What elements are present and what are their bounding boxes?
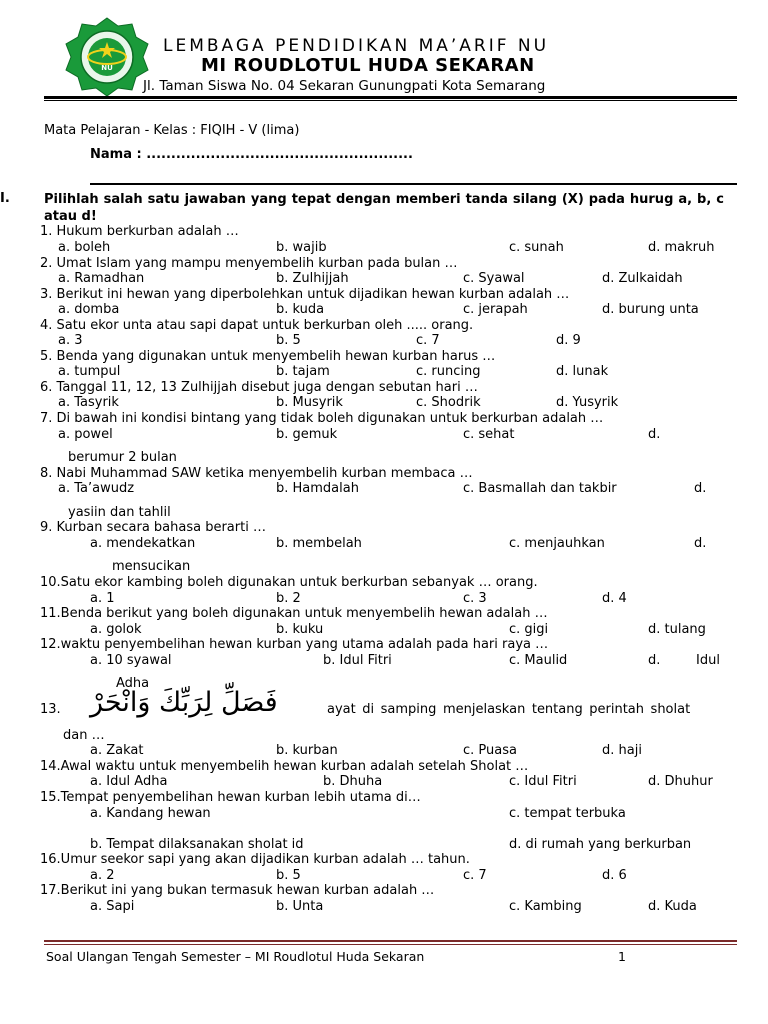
q5-option-c: c. runcing bbox=[416, 364, 481, 379]
question-12: 12.waktu penyembelihan hewan kurban yang utama adalah pada hari raya … bbox=[40, 637, 549, 652]
q15-option-a: a. Kandang hewan bbox=[90, 806, 211, 821]
q10-option-b: b. 2 bbox=[276, 591, 301, 606]
subject-class: Mata Pelajaran - Kelas : FIQIH - V (lima) bbox=[44, 123, 300, 138]
q3-option-b: b. kuda bbox=[276, 302, 325, 317]
question-13: ayat di samping menjelaskan tentang perintah sholat bbox=[327, 702, 691, 717]
q9-option-d: d. bbox=[694, 536, 707, 551]
q11-option-d: d. tulang bbox=[648, 622, 706, 637]
q9-option-b: b. membelah bbox=[276, 536, 362, 551]
q16-option-a: a. 2 bbox=[90, 868, 115, 883]
q16-option-c: c. 7 bbox=[463, 868, 487, 883]
school-name: MI ROUDLOTUL HUDA SEKARAN bbox=[201, 55, 535, 76]
question-7: 7. Di bawah ini kondisi bintang yang tidak boleh digunakan untuk berkurban adalah … bbox=[40, 411, 604, 426]
q5-option-b: b. tajam bbox=[276, 364, 330, 379]
q12-option-d-word: Idul bbox=[696, 653, 720, 668]
question-2: 2. Umat Islam yang mampu menyembelih kurban pada bulan … bbox=[40, 256, 458, 271]
q10-option-d: d. 4 bbox=[602, 591, 627, 606]
q2-option-c: c. Syawal bbox=[463, 271, 525, 286]
info-rule bbox=[90, 183, 737, 185]
question-14: 14.Awal waktu untuk menyembelih hewan kurban adalah setelah Sholat … bbox=[40, 759, 529, 774]
q16-option-d: d. 6 bbox=[602, 868, 627, 883]
q15-option-b: b. Tempat dilaksanakan sholat id bbox=[90, 837, 304, 852]
q17-option-d: d. Kuda bbox=[648, 899, 697, 914]
q13-option-c: c. Puasa bbox=[463, 743, 517, 758]
question-5: 5. Benda yang digunakan untuk menyembelih hewan kurban harus … bbox=[40, 349, 496, 364]
question-3: 3. Berikut ini hewan yang diperbolehkan untuk dijadikan hewan kurban adalah … bbox=[40, 287, 570, 302]
school-address: Jl. Taman Siswa No. 04 Sekaran Gunungpati Kota Semarang bbox=[143, 78, 546, 94]
q11-option-c: c. gigi bbox=[509, 622, 549, 637]
q7-option-d: d. bbox=[648, 427, 661, 442]
q14-option-d: d. Dhuhur bbox=[648, 774, 713, 789]
q1-option-a: a. boleh bbox=[58, 240, 111, 255]
q3-option-d: d. burung unta bbox=[602, 302, 699, 317]
q10-option-a: a. 1 bbox=[90, 591, 115, 606]
q1-option-b: b. wajib bbox=[276, 240, 327, 255]
q15-option-c: c. tempat terbuka bbox=[509, 806, 626, 821]
footer-text: Soal Ulangan Tengah Semester – MI Roudlotul Huda Sekaran bbox=[46, 949, 425, 964]
question-1: 1. Hukum berkurban adalah … bbox=[40, 224, 239, 239]
q9-option-c: c. menjauhkan bbox=[509, 536, 605, 551]
q5-option-d: d. lunak bbox=[556, 364, 609, 379]
q1-option-d: d. makruh bbox=[648, 240, 715, 255]
q16-option-b: b. 5 bbox=[276, 868, 301, 883]
q14-option-b: b. Dhuha bbox=[323, 774, 383, 789]
q12-option-b: b. Idul Fitri bbox=[323, 653, 392, 668]
q2-option-a: a. Ramadhan bbox=[58, 271, 145, 286]
q11-option-b: b. kuku bbox=[276, 622, 324, 637]
q3-option-a: a. domba bbox=[58, 302, 120, 317]
institution-title: LEMBAGA PENDIDIKAN MA’ARIF NU bbox=[163, 36, 550, 56]
q10-option-c: c. 3 bbox=[463, 591, 487, 606]
question-10: 10.Satu ekor kambing boleh digunakan untuk berkurban sebanyak … orang. bbox=[40, 575, 538, 590]
q2-option-b: b. Zulhijjah bbox=[276, 271, 349, 286]
q8-option-d-text: yasiin dan tahlil bbox=[68, 505, 171, 520]
q12-option-a: a. 10 syawal bbox=[90, 653, 172, 668]
page-number: 1 bbox=[618, 949, 626, 964]
q4-option-d: d. 9 bbox=[556, 333, 581, 348]
q15-option-d: d. di rumah yang berkurban bbox=[509, 837, 692, 852]
q9-option-a: a. mendekatkan bbox=[90, 536, 196, 551]
footer-rule-bottom bbox=[44, 944, 737, 945]
q5-option-a: a. tumpul bbox=[58, 364, 121, 379]
question-6: 6. Tanggal 11, 12, 13 Zulhijjah disebut juga dengan sebutan hari … bbox=[40, 380, 478, 395]
q9-option-d-text: mensucikan bbox=[112, 559, 191, 574]
q13-option-b: b. kurban bbox=[276, 743, 338, 758]
q12-option-c: c. Maulid bbox=[509, 653, 568, 668]
q7-option-d-text: berumur 2 bulan bbox=[68, 450, 177, 465]
q8-option-c: c. Basmallah dan takbir bbox=[463, 481, 617, 496]
q1-option-c: c. sunah bbox=[509, 240, 564, 255]
question-16: 16.Umur seekor sapi yang akan dijadikan kurban adalah … tahun. bbox=[40, 852, 470, 867]
q11-option-a: a. golok bbox=[90, 622, 142, 637]
quran-verse-arabic: فَصَلِّ لِرَبِّكَ وَانْحَرْ bbox=[90, 687, 278, 718]
q6-option-c: c. Shodrik bbox=[416, 395, 481, 410]
question-17: 17.Berikut ini yang bukan termasuk hewan kurban adalah … bbox=[40, 883, 435, 898]
q6-option-d: d. Yusyrik bbox=[556, 395, 619, 410]
q3-option-c: c. jerapah bbox=[463, 302, 528, 317]
question-8: 8. Nabi Muhammad SAW ketika menyembelih kurban membaca … bbox=[40, 466, 473, 481]
q7-option-a: a. powel bbox=[58, 427, 113, 442]
q17-option-a: a. Sapi bbox=[90, 899, 135, 914]
q4-option-a: a. 3 bbox=[58, 333, 83, 348]
q7-option-b: b. gemuk bbox=[276, 427, 338, 442]
q6-option-a: a. Tasyrik bbox=[58, 395, 119, 410]
q4-option-c: c. 7 bbox=[416, 333, 440, 348]
q8-option-b: b. Hamdalah bbox=[276, 481, 359, 496]
q12-option-d: d. bbox=[648, 653, 661, 668]
q8-option-d: d. bbox=[694, 481, 707, 496]
question-9: 9. Kurban secara bahasa berarti … bbox=[40, 520, 266, 535]
section-instruction: Pilihlah salah satu jawaban yang tepat dengan memberi tanda silang (X) pada hurug a, b, c atau d! bbox=[44, 192, 724, 224]
q17-option-c: c. Kambing bbox=[509, 899, 582, 914]
section-number: I. bbox=[0, 191, 10, 206]
question-15: 15.Tempat penyembelihan hewan kurban lebih utama di… bbox=[40, 790, 421, 805]
question-11: 11.Benda berikut yang boleh digunakan untuk menyembelih hewan adalah … bbox=[40, 606, 548, 621]
q8-option-a: a. Ta’awudz bbox=[58, 481, 135, 496]
question-13-continuation: dan … bbox=[63, 728, 105, 743]
q7-option-c: c. sehat bbox=[463, 427, 515, 442]
question-4: 4. Satu ekor unta atau sapi dapat untuk berkurban oleh ..... orang. bbox=[40, 318, 474, 333]
q6-option-b: b. Musyrik bbox=[276, 395, 343, 410]
question-13-number: 13. bbox=[40, 702, 61, 717]
school-logo bbox=[62, 16, 152, 98]
q17-option-b: b. Unta bbox=[276, 899, 324, 914]
q12-option-d-text: Adha bbox=[116, 676, 150, 691]
q14-option-a: a. Idul Adha bbox=[90, 774, 168, 789]
header-rule-thick bbox=[44, 96, 737, 99]
q2-option-d: d. Zulkaidah bbox=[602, 271, 683, 286]
header-rule-thin bbox=[44, 100, 737, 101]
q13-option-a: a. Zakat bbox=[90, 743, 144, 758]
q4-option-b: b. 5 bbox=[276, 333, 301, 348]
q14-option-c: c. Idul Fitri bbox=[509, 774, 577, 789]
student-name-field: Nama : ...................................................... bbox=[90, 147, 413, 162]
footer-rule-top bbox=[44, 940, 737, 942]
q13-option-d: d. haji bbox=[602, 743, 642, 758]
svg-text:NU: NU bbox=[101, 64, 113, 72]
